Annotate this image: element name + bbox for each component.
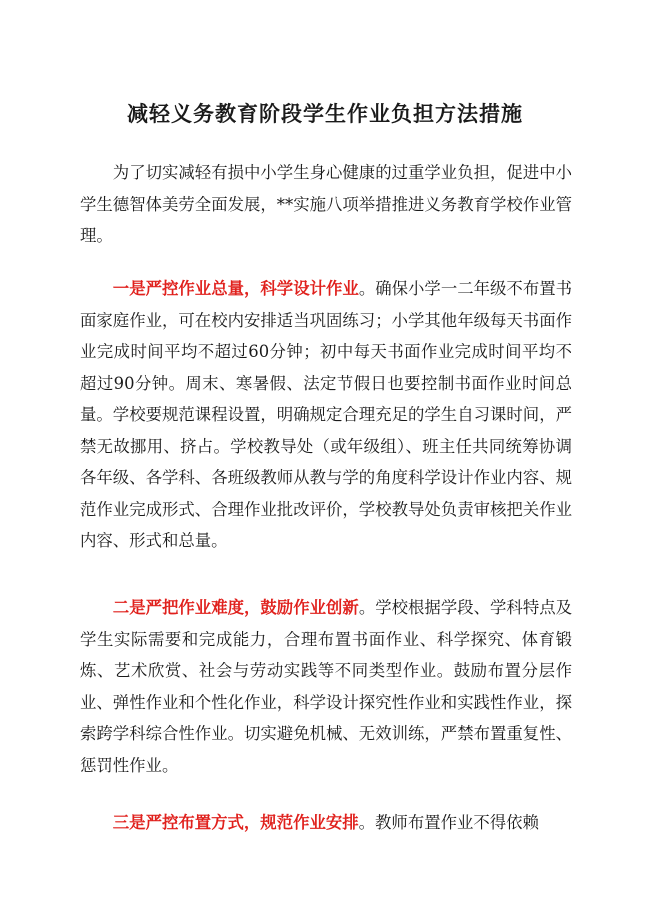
section-one-paragraph (80, 273, 572, 557)
section-two-heading: 二是严把作业难度，鼓励作业创新 (112, 598, 359, 617)
section-three-heading: 三是严控布置方式，规范作业安排 (112, 813, 359, 832)
section-two-body: 。学校根据学段、学科特点及学生实际需要和完成能力，合理布置书面作业、科学探究、体育锻炼、艺术欣赏、社会与劳动实践等不同类型作业。鼓励布置分层作业、弹性作业和个性化作业，科学设计探究性作业和实践性作业，探索跨学科综合性作业。切实避免机械、无效训练，严禁布置重复性、惩罚性作业。 (80, 598, 573, 775)
section-three-body: 。教师布置作业不得依赖 (358, 813, 539, 832)
section-one-heading: 一是严控作业总量，科学设计作业 (112, 279, 359, 298)
section-one-body: 。确保小学一二年级不布置书面家庭作业，可在校内安排适当巩固练习；小学其他年级每天书面作业完成时间平均不超过60分钟；初中每天书面作业完成时间平均不超过90分钟。周末、寒暑假、法定节假日也要控制书面作业时间总量。学校要规范课程设置，明确规定合理充足的学生自习课时间，严禁无故挪用、挤占。学校教导处（或年级组）、班主任共同统筹协调各年级、各学科、各班级教师从教与学的角度科学设计作业内容、规范作业完成形式、合理作业批改评价，学校教导处负责审核把关作业内容、形式和总量。 (80, 279, 573, 550)
page-title: 减轻义务教育阶段学生作业负担方法措施 (127, 101, 523, 126)
section-two-paragraph (80, 592, 572, 781)
section-three-paragraph (80, 807, 572, 839)
intro-paragraph: 为了切实减轻有损中小学生身心健康的过重学业负担，促进中小学生德智体美劳全面发展，**实施八项举措推进义务教育学校作业管理。 (80, 163, 572, 245)
